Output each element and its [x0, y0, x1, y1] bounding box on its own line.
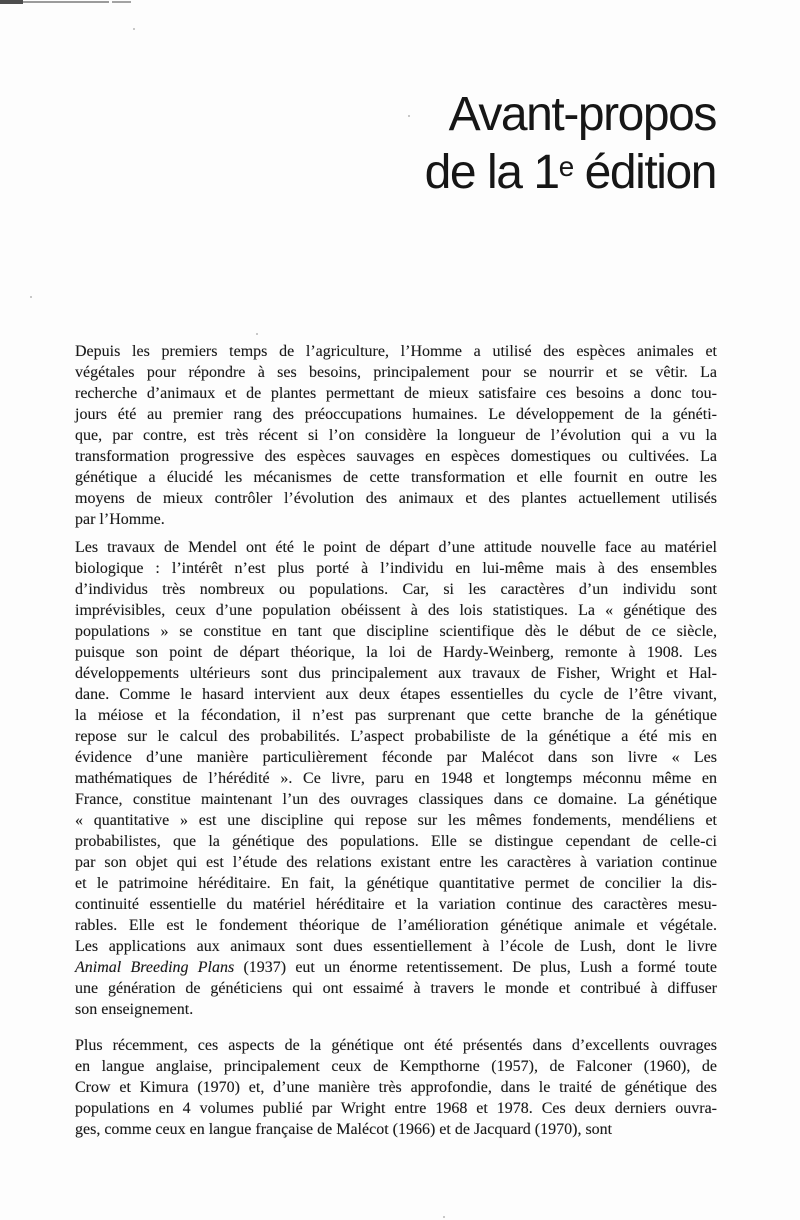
text-segment: une génération de généticiens qui ont essaimé à travers le monde et contribué à diffuser	[75, 980, 717, 997]
text-segment: probabilistes, que la génétique des populations. Elle se distingue cependant de celle-ci	[75, 833, 717, 850]
text-line	[75, 488, 717, 509]
text-line	[75, 999, 717, 1020]
text-line	[75, 663, 717, 684]
text-line	[75, 537, 717, 558]
text-segment: continuité essentielle du matériel héréditaire et la variation continue des caractères mesu-	[75, 896, 717, 913]
text-segment: génétique a élucidé les mécanismes de cette transformation et elle fournit en outre les	[75, 469, 717, 486]
text-line	[75, 915, 717, 936]
text-segment: France, constitue maintenant l’un des ouvrages classiques dans ce domaine. La génétique	[75, 791, 717, 808]
text-segment: (1937) eut un énorme retentissement. De plus, Lush a formé toute	[234, 959, 718, 976]
text-segment: ges, comme ceux en langue française de Malécot (1966) et de Jacquard (1970), sont	[75, 1121, 613, 1138]
text-segment: rables. Elle est le fondement théorique de l’amélioration génétique animale et végétale.	[75, 917, 717, 934]
scan-artifact-light	[23, 1, 109, 3]
text-line	[75, 600, 717, 621]
text-line	[75, 404, 717, 425]
text-segment: imprévisibles, ceux d’une population obéissent à des lois statistiques. La « génétique des	[75, 602, 717, 619]
scan-speckle	[408, 115, 410, 117]
text-line	[75, 810, 717, 831]
text-line	[75, 873, 717, 894]
text-segment: par son objet qui est l’étude des relations existant entre les caractères à variation continue	[75, 854, 717, 871]
text-segment: repose sur le calcul des probabilités. L’aspect probabiliste de la génétique a été mis en	[75, 728, 717, 745]
paragraph-3	[75, 1035, 717, 1140]
text-line	[75, 978, 717, 999]
text-line	[75, 1077, 717, 1098]
text-segment: dane. Comme le hasard intervient aux deux étapes essentielles du cycle de l’être vivant,	[75, 686, 717, 703]
scan-speckle	[256, 333, 258, 335]
text-segment: jours été au premier rang des préoccupations humaines. Le développement de la généti-	[75, 406, 717, 423]
text-line	[75, 621, 717, 642]
text-line	[75, 467, 717, 488]
text-line	[75, 383, 717, 404]
text-segment: moyens de mieux contrôler l’évolution des animaux et des plantes actuellement utilisés	[75, 490, 717, 507]
text-line	[75, 705, 717, 726]
text-segment: que, par contre, est très récent si l’on considère la longueur de l’évolution qui a vu la	[75, 427, 717, 444]
text-segment: « quantitative » est une discipline qui repose sur les mêmes fondements, mendéliens et	[75, 812, 717, 829]
text-line	[75, 747, 717, 768]
text-line	[75, 894, 717, 915]
edition-superscript: e	[558, 151, 573, 183]
text-segment: Depuis les premiers temps de l’agriculture, l’Homme a utilisé des espèces animales et	[75, 343, 717, 360]
text-line	[75, 509, 717, 530]
text-segment: Plus récemment, ces aspects de la génétique ont été présentés dans d’excellents ouvrages	[75, 1037, 717, 1054]
text-segment: évidence d’une manière particulièrement féconde par Malécot dans son livre « Les	[75, 749, 717, 766]
text-segment: recherche d’animaux et de plantes permettant de mieux satisfaire ces besoins a donc tou-	[75, 385, 717, 402]
text-line	[75, 684, 717, 705]
text-segment: populations » se constitue en tant que discipline scientifique dès le début de ce siècle,	[75, 623, 717, 640]
text-line	[75, 1119, 717, 1140]
text-segment: populations en 4 volumes publié par Wright entre 1968 et 1978. Ces deux derniers ouvra-	[75, 1100, 717, 1117]
text-line	[75, 1056, 717, 1077]
text-line	[75, 425, 717, 446]
paragraph-1	[75, 341, 717, 530]
text-line	[75, 579, 717, 600]
text-line	[75, 831, 717, 852]
title-line-2-pre: de la 1	[424, 146, 559, 199]
text-line	[75, 852, 717, 873]
text-line	[75, 768, 717, 789]
text-segment: transformation progressive des espèces sauvages en espèces domestiques ou cultivées. La	[75, 448, 717, 465]
title-line-2	[425, 144, 716, 202]
text-segment: d’individus très nombreux ou populations. Car, si les caractères d’un individu sont	[75, 581, 717, 598]
text-segment: et le patrimoine héréditaire. En fait, la génétique quantitative permet de concilier la dis-	[75, 875, 717, 892]
text-line	[75, 1035, 717, 1056]
body-text	[75, 341, 717, 1140]
scan-speckle	[443, 1216, 445, 1218]
text-segment: Les applications aux animaux sont dues essentiellement à l’école de Lush, dont le livre	[75, 938, 717, 955]
scan-speckle	[133, 28, 135, 30]
text-segment: développements ultérieurs sont dus principalement aux travaux de Fisher, Wright et Hal-	[75, 665, 717, 682]
text-line	[75, 446, 717, 467]
text-line	[75, 341, 717, 362]
text-segment: la méiose et la fécondation, il n’est pas surprenant que cette branche de la génétique	[75, 707, 717, 724]
text-segment: son enseignement.	[75, 1001, 194, 1018]
text-segment: par l’Homme.	[75, 511, 165, 528]
scan-artifact-light-2	[112, 1, 131, 3]
text-segment: mathématiques de l’hérédité ». Ce livre, paru en 1948 et longtemps méconnu même en	[75, 770, 717, 787]
text-segment: puisque son point de départ théorique, la loi de Hardy-Weinberg, remonte à 1908. Les	[75, 644, 717, 661]
text-segment: végétales pour répondre à ses besoins, principalement pour se nourrir et se vêtir. La	[75, 364, 717, 381]
text-segment: biologique : l’intérêt n’est plus porté à l’individu en lui-même mais à des ensembles	[75, 560, 717, 577]
text-line	[75, 726, 717, 747]
scan-speckle	[30, 296, 32, 298]
text-segment: Les travaux de Mendel ont été le point de départ d’une attitude nouvelle face au matériel	[75, 539, 717, 556]
text-line	[75, 362, 717, 383]
text-line	[75, 936, 717, 957]
paragraph-2	[75, 537, 717, 1020]
text-line	[75, 642, 717, 663]
text-line	[75, 789, 717, 810]
text-line	[75, 957, 717, 978]
book-title-italic: Animal Breeding Plans	[75, 959, 235, 976]
scan-artifact-dark	[0, 0, 23, 4]
text-segment: Crow et Kimura (1970) et, d’une manière très approfondie, dans le traité de génétique des	[75, 1079, 717, 1096]
text-line	[75, 1098, 717, 1119]
title-line-1: Avant-propos	[448, 88, 716, 141]
text-line	[75, 558, 717, 579]
title-line-2-post: édition	[572, 146, 716, 199]
page-title	[425, 86, 716, 202]
text-segment: en langue anglaise, principalement ceux de Kempthorne (1957), de Falconer (1960), de	[75, 1058, 717, 1075]
